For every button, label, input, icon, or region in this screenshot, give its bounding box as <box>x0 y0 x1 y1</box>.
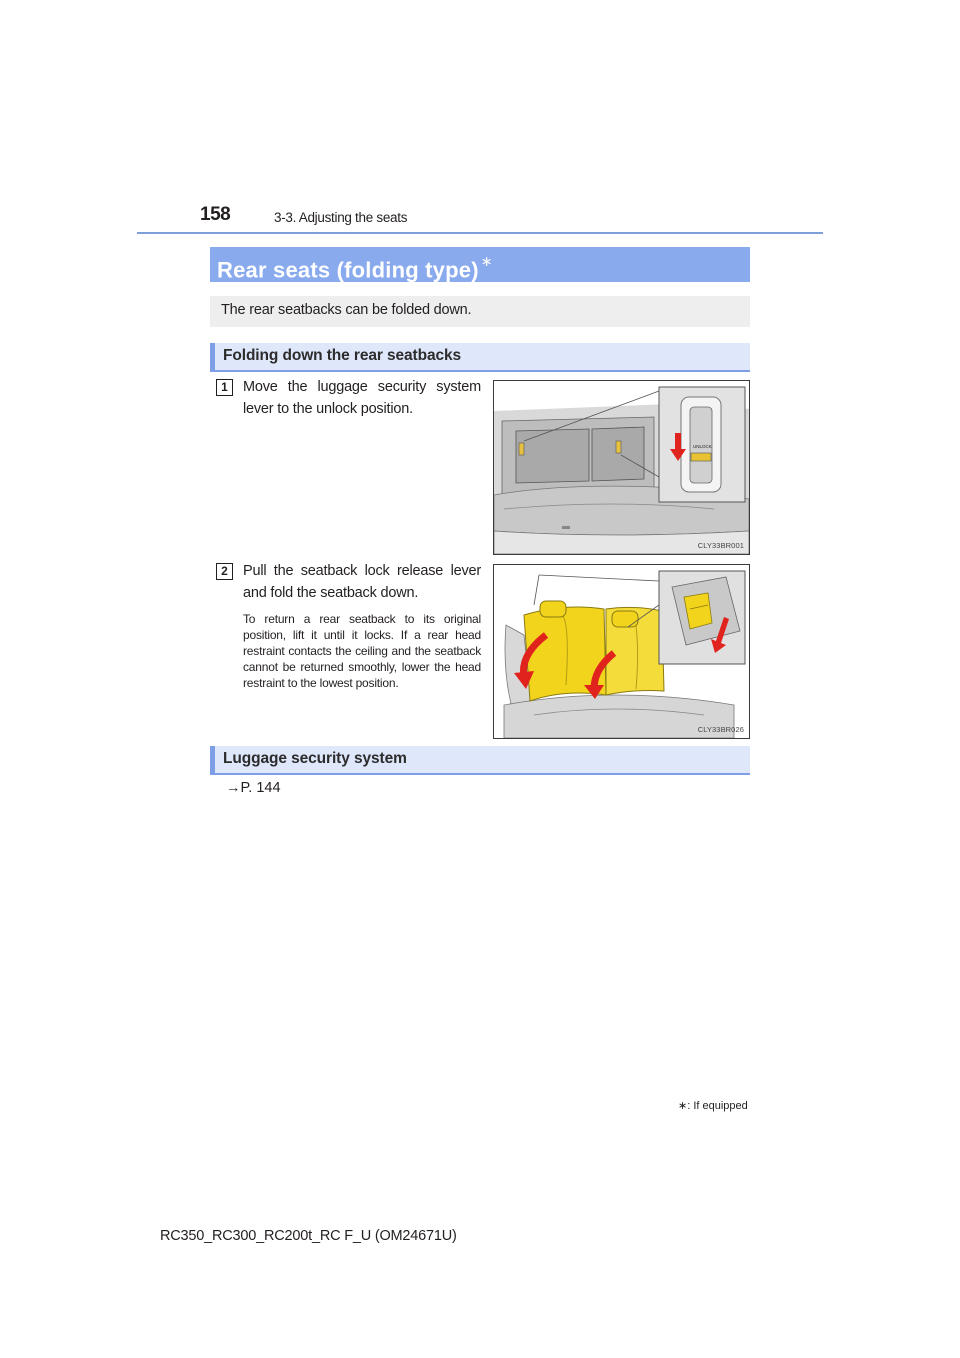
unlock-label: UNLOCK <box>693 444 712 449</box>
figure-trunk-lever <box>493 380 750 555</box>
page-reference-link[interactable]: →P. 144 <box>226 780 281 796</box>
figure-code: CLY33BR001 <box>697 541 744 550</box>
footnote-if-equipped: ∗: If equipped <box>678 1100 748 1112</box>
head-restraint-right <box>612 611 638 627</box>
header-rule <box>137 232 823 234</box>
step-2-note: To return a rear seatback to its original position, lift it until it locks. If a rear head restraint contacts the ceiling and the seatback cannot be returned smoothly, lower the head restraint to the lowest position. <box>243 612 481 690</box>
trunk-illustration <box>494 381 749 554</box>
page-title <box>210 247 750 282</box>
step-1-badge: 1 <box>216 379 233 396</box>
seatback-illustration <box>494 565 749 738</box>
step-2-text: Pull the seatback lock release lever and fold the seatback down. <box>243 563 481 601</box>
section-label: 3-3. Adjusting the seats <box>274 210 408 225</box>
lever-left-icon <box>519 443 524 455</box>
section-heading-luggage: Luggage security system <box>210 746 750 775</box>
figure-code: CLY33BR026 <box>697 725 744 734</box>
step-1-text: Move the luggage security system lever to the unlock position. <box>243 379 481 417</box>
head-restraint-left <box>540 601 566 617</box>
section-heading-folding: Folding down the rear seatbacks <box>210 343 750 372</box>
figure-seatback-fold <box>493 564 750 739</box>
intro-box: The rear seatbacks can be folded down. <box>210 296 750 327</box>
step-2-badge: 2 <box>216 563 233 580</box>
page-number: 158 <box>200 204 231 225</box>
if-equipped-marker: ∗ <box>480 253 493 269</box>
document-id: RC350_RC300_RC200t_RC F_U (OM24671U) <box>160 1228 457 1244</box>
lever-right-icon <box>616 441 621 453</box>
title-text: Rear seats (folding type) <box>217 257 479 283</box>
